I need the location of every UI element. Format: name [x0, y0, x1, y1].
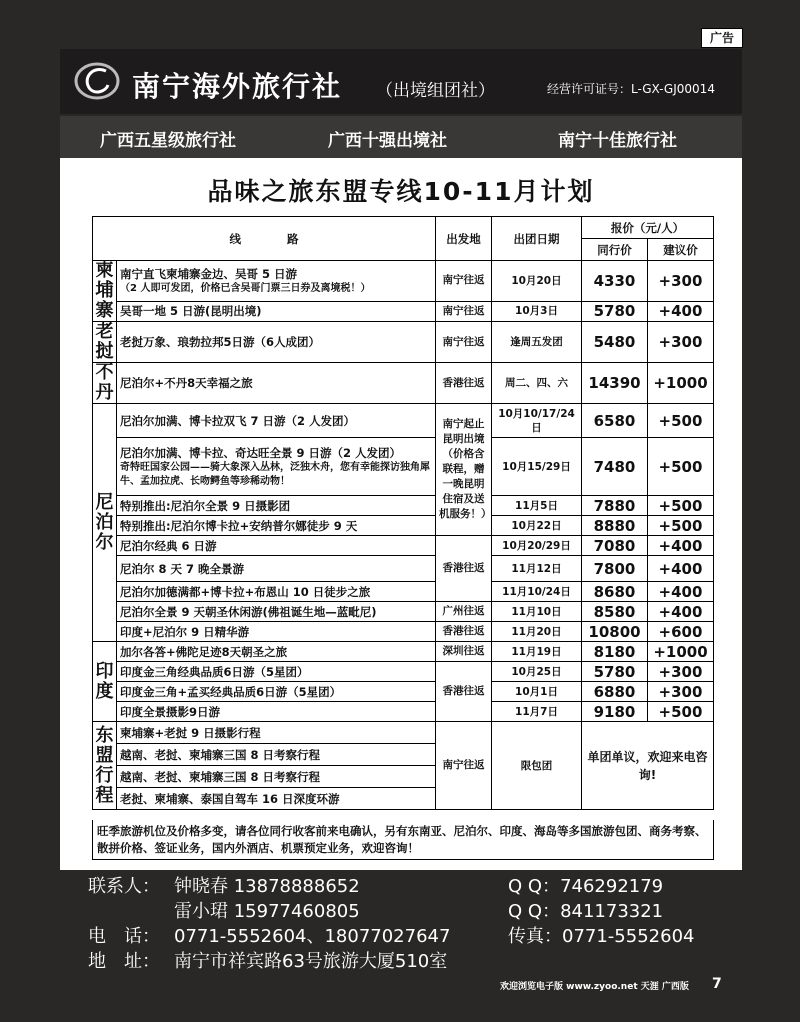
suggest-price: +500: [648, 404, 714, 438]
date-cell: 11月7日: [492, 702, 582, 722]
date-cell: 周二、四、六: [492, 363, 582, 404]
route-cell: 印度全景摄影9日游: [117, 702, 436, 722]
route-cell: [117, 438, 436, 496]
peer-price: 7800: [582, 556, 648, 582]
peer-price: 8880: [582, 516, 648, 536]
table-row: [93, 301, 714, 321]
date-cell: 11月20日: [492, 622, 582, 642]
table-row: [93, 556, 714, 582]
award-2: 广西十强出境社: [328, 131, 447, 151]
region-india: 印度: [93, 642, 117, 722]
date-cell: 11月10/24日: [492, 582, 582, 602]
peer-price: 5780: [582, 301, 648, 321]
address: 南宁市祥宾路63号旅游大厦510室: [174, 951, 448, 972]
peer-price: 6580: [582, 404, 648, 438]
suggest-price: +500: [648, 438, 714, 496]
depart-cell: 香港往返: [436, 622, 492, 642]
table-row: [93, 722, 714, 744]
header-price: 报价（元/人）: [582, 217, 714, 239]
qq-label: Q Q：: [508, 901, 561, 922]
date-cell: 限包团: [492, 722, 582, 810]
table-row: [93, 496, 714, 516]
peer-price: 8680: [582, 582, 648, 602]
peer-price: 9180: [582, 702, 648, 722]
contact-person-2: 雷小珺 15977460805: [174, 901, 360, 922]
suggest-price: +500: [648, 702, 714, 722]
phone-number: 0771-5552604、18077027647: [174, 926, 451, 947]
header-suggest-price: 建议价: [648, 239, 714, 261]
footer-text: 欢迎浏览电子版 www.zyoo.net 天涯 广西版: [500, 982, 689, 992]
peer-price: 8580: [582, 602, 648, 622]
depart-cell: 深圳往返: [436, 642, 492, 662]
route-cell: 越南、老挝、柬埔寨三国 8 日考察行程: [117, 744, 436, 766]
date-cell: 11月19日: [492, 642, 582, 662]
award-1: 广西五星级旅行社: [100, 131, 236, 151]
route-cell: 柬埔寨+老挝 9 日摄影行程: [117, 722, 436, 744]
depart-cell: 香港往返: [436, 363, 492, 404]
depart-cell: 广州往返: [436, 602, 492, 622]
page-title: 品味之旅东盟专线10-11月计划: [207, 177, 595, 206]
agency-subtitle: （出境组团社）: [376, 81, 495, 101]
table-row: [93, 662, 714, 682]
date-cell: 11月5日: [492, 496, 582, 516]
peer-price: 10800: [582, 622, 648, 642]
route-note: （2 人即可发团，价格已含吴哥门票三日券及离境税！）: [120, 282, 371, 294]
region-nepal: 尼泊尔: [93, 404, 117, 642]
agency-header: [60, 49, 742, 114]
route-cell: 尼泊尔全景 9 天朝圣休闲游(佛祖诞生地—蓝毗尼): [117, 602, 436, 622]
route-cell: 越南、老挝、柬埔寨三国 8 日考察行程: [117, 766, 436, 788]
depart-cell: 香港往返: [436, 662, 492, 722]
table-row: [93, 438, 714, 496]
route-cell: 尼泊尔加满、博卡拉双飞 7 日游（2 人发团）: [117, 404, 436, 438]
suggest-price: +500: [648, 516, 714, 536]
region-cambodia: 柬埔寨: [93, 261, 117, 322]
route-cell: 特别推出:尼泊尔全景 9 日摄影团: [117, 496, 436, 516]
suggest-price: +1000: [648, 363, 714, 404]
footnote: 旺季旅游机位及价格多变，请各位同行收客前来电确认，另有东南亚、尼泊尔、印度、海岛等多国旅游包团、商务考察、散拼价格、签证业务，国内外酒店、机票预定业务，欢迎咨询！: [92, 820, 714, 860]
header-peer-price: 同行价: [582, 239, 648, 261]
table-header-row: [93, 217, 714, 239]
price-note: 单团单议，欢迎来电咨询!: [582, 722, 714, 810]
route-cell: 印度金三角经典品质6日游（5星团）: [117, 662, 436, 682]
route-cell: 印度+尼泊尔 9 日精华游: [117, 622, 436, 642]
date-cell: 逢周五发团: [492, 322, 582, 363]
suggest-price: +400: [648, 602, 714, 622]
region-asean: 东盟行程: [93, 722, 117, 810]
table-row: [93, 404, 714, 438]
date-cell: 10月20日: [492, 261, 582, 302]
suggest-price: +300: [648, 261, 714, 302]
ad-tag: 广告: [701, 28, 743, 48]
depart-cell: 南宁往返: [436, 261, 492, 302]
route-cell: 特别推出:尼泊尔博卡拉+安纳普尔娜徒步 9 天: [117, 516, 436, 536]
suggest-price: +300: [648, 662, 714, 682]
table-row: [93, 536, 714, 556]
route-cell: 尼泊尔+不丹8天幸福之旅: [117, 363, 436, 404]
header-route: 线 路: [93, 217, 436, 261]
itinerary-table: [92, 216, 714, 810]
date-cell: 10月1日: [492, 682, 582, 702]
table-row: [93, 622, 714, 642]
route-cell: 尼泊尔 8 天 7 晚全景游: [117, 556, 436, 582]
itinerary-panel: [60, 158, 742, 870]
agency-logo-icon: [72, 59, 122, 103]
route-cell: 印度金三角+孟买经典品质6日游（5星团）: [117, 682, 436, 702]
fax-number: 0771-5552604: [562, 926, 695, 947]
depart-cell: 南宁起止昆明出境（价格含联程，赠一晚昆明住宿及送机服务！）: [436, 404, 492, 536]
peer-price: 7880: [582, 496, 648, 516]
license-number: 经营许可证号：L-GX-GJ00014: [547, 82, 715, 96]
suggest-price: +600: [648, 622, 714, 642]
award-3: 南宁十佳旅行社: [558, 131, 677, 151]
suggest-price: +400: [648, 536, 714, 556]
table-row: [93, 261, 714, 302]
suggest-price: +400: [648, 582, 714, 602]
page-number: 7: [712, 976, 722, 992]
peer-price: 5480: [582, 322, 648, 363]
depart-cell: 香港往返: [436, 536, 492, 602]
table-row: [93, 363, 714, 404]
date-cell: 10月10/17/24日: [492, 404, 582, 438]
peer-price: 5780: [582, 662, 648, 682]
date-cell: 10月20/29日: [492, 536, 582, 556]
suggest-price: +400: [648, 556, 714, 582]
header-depart: 出发地: [436, 217, 492, 261]
phone-label: 电 话：: [88, 926, 160, 947]
route-cell: 老挝、柬埔寨、泰国自驾车 16 日深度环游: [117, 788, 436, 810]
route-cell: 尼泊尔经典 6 日游: [117, 536, 436, 556]
depart-cell: 南宁往返: [436, 301, 492, 321]
region-bhutan: 不丹: [93, 363, 117, 404]
table-row: [93, 322, 714, 363]
peer-price: 14390: [582, 363, 648, 404]
qq-label: Q Q：: [508, 876, 561, 897]
fax-label: 传真：: [508, 926, 562, 947]
route-cell: [117, 261, 436, 302]
route-cell: 加尔各答+佛陀足迹8天朝圣之旅: [117, 642, 436, 662]
region-laos: 老挝: [93, 322, 117, 363]
header-date: 出团日期: [492, 217, 582, 261]
depart-cell: 南宁往返: [436, 322, 492, 363]
suggest-price: +1000: [648, 642, 714, 662]
route-cell: 尼泊尔加德满都+博卡拉+布恩山 10 日徒步之旅: [117, 582, 436, 602]
contact-person-1: 钟晓春 13878888652: [174, 876, 360, 897]
table-row: [93, 582, 714, 602]
suggest-price: +300: [648, 322, 714, 363]
qq-1: 746292179: [560, 876, 664, 897]
table-row: [93, 702, 714, 722]
table-row: [93, 682, 714, 702]
route-cell: 老挝万象、琅勃拉邦5日游（6人成团）: [117, 322, 436, 363]
peer-price: 4330: [582, 261, 648, 302]
qq-2: 841173321: [560, 901, 664, 922]
peer-price: 8180: [582, 642, 648, 662]
table-row: [93, 642, 714, 662]
date-cell: 11月10日: [492, 602, 582, 622]
route-name: 尼泊尔加满、博卡拉、奇达旺全景 9 日游（2 人发团）: [120, 445, 402, 460]
date-cell: 10月15/29日: [492, 438, 582, 496]
date-cell: 10月22日: [492, 516, 582, 536]
depart-cell: 南宁往返: [436, 722, 492, 810]
route-cell: 吴哥一地 5 日游(昆明出境): [117, 301, 436, 321]
table-row: [93, 602, 714, 622]
award-bar: [60, 116, 742, 158]
contact-label: 联系人：: [88, 876, 160, 897]
date-cell: 10月25日: [492, 662, 582, 682]
peer-price: 6880: [582, 682, 648, 702]
date-cell: 10月3日: [492, 301, 582, 321]
suggest-price: +500: [648, 496, 714, 516]
agency-name: 南宁海外旅行社: [132, 70, 343, 103]
suggest-price: +400: [648, 301, 714, 321]
address-label: 地 址：: [88, 951, 160, 972]
route-name: 南宁直飞柬埔寨金边、吴哥 5 日游: [120, 266, 298, 281]
suggest-price: +300: [648, 682, 714, 702]
route-note: 奇特旺国家公园——骑大象深入丛林，泛独木舟，您有幸能探访独角犀牛、孟加拉虎、长吻鳄鱼等珍稀动物！: [120, 461, 430, 487]
peer-price: 7080: [582, 536, 648, 556]
date-cell: 11月12日: [492, 556, 582, 582]
peer-price: 7480: [582, 438, 648, 496]
table-row: [93, 516, 714, 536]
